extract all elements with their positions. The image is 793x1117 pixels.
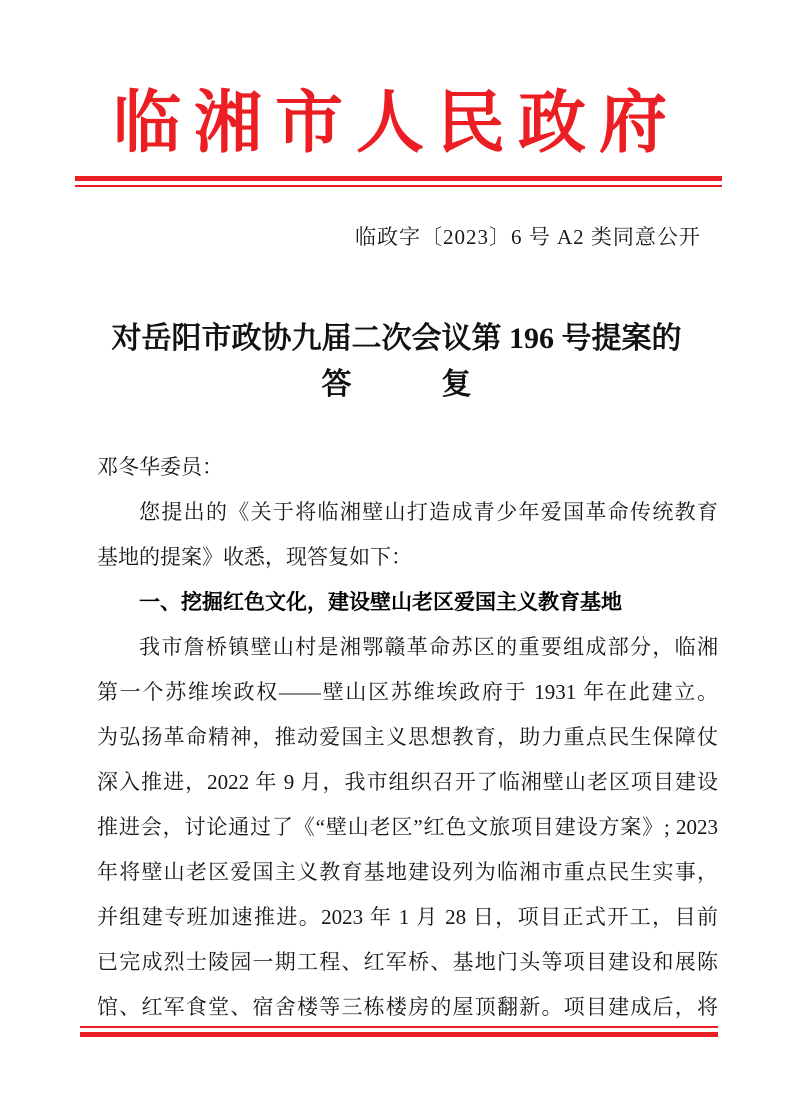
doc-body [97,445,718,1030]
body-line: 我市詹桥镇壁山村是湘鄂赣革命苏区的重要组成部分，临湘 [139,635,718,659]
body-line: 第一个苏维埃政权——壁山区苏维埃政府于 1931 年在此建立。 [97,680,718,704]
doc-title [0,316,793,408]
body-line: 推进会，讨论通过了《“壁山老区”红色文旅项目建设方案》; 2023 [97,815,718,839]
footer-rule-thin [80,1026,718,1028]
doc-title-line-2: 答 复 [321,368,472,401]
body-line: 您提出的《关于将临湘壁山打造成青少年爱国革命传统教育 [139,500,718,524]
doc-title-line-1: 对岳阳市政协九届二次会议第 196 号提案的 [111,322,682,355]
body-line: 为弘扬革命精神，推动爱国主义思想教育，助力重点民生保障仗 [97,725,718,749]
body-line: 已完成烈士陵园一期工程、红军桥、基地门头等项目建设和展陈 [97,950,718,974]
letterhead-rule-thin [75,185,722,187]
letterhead-rule-thick [75,176,722,181]
body-line: 深入推进，2022 年 9 月，我市组织召开了临湘壁山老区项目建设 [97,770,718,794]
body-line: 馆、红军食堂、宿舍楼等三栋楼房的屋顶翻新。项目建成后，将 [97,995,718,1019]
doc-reference-number: 临政字〔2023〕6 号 A2 类同意公开 [355,225,701,249]
letterhead-org-name: 临湘市人民政府 [112,85,680,161]
body-line: 并组建专班加速推进。2023 年 1 月 28 日，项目正式开工，目前 [97,905,718,929]
body-line: 基地的提案》收悉，现答复如下： [97,545,412,569]
body-line-salutation: 邓冬华委员： [97,455,223,479]
body-section-heading: 一、挖掘红色文化，建设壁山老区爱国主义教育基地 [139,591,622,614]
body-line: 年将壁山老区爱国主义教育基地建设列为临湘市重点民生实事， [97,860,718,884]
footer-rule-thick [80,1032,718,1037]
